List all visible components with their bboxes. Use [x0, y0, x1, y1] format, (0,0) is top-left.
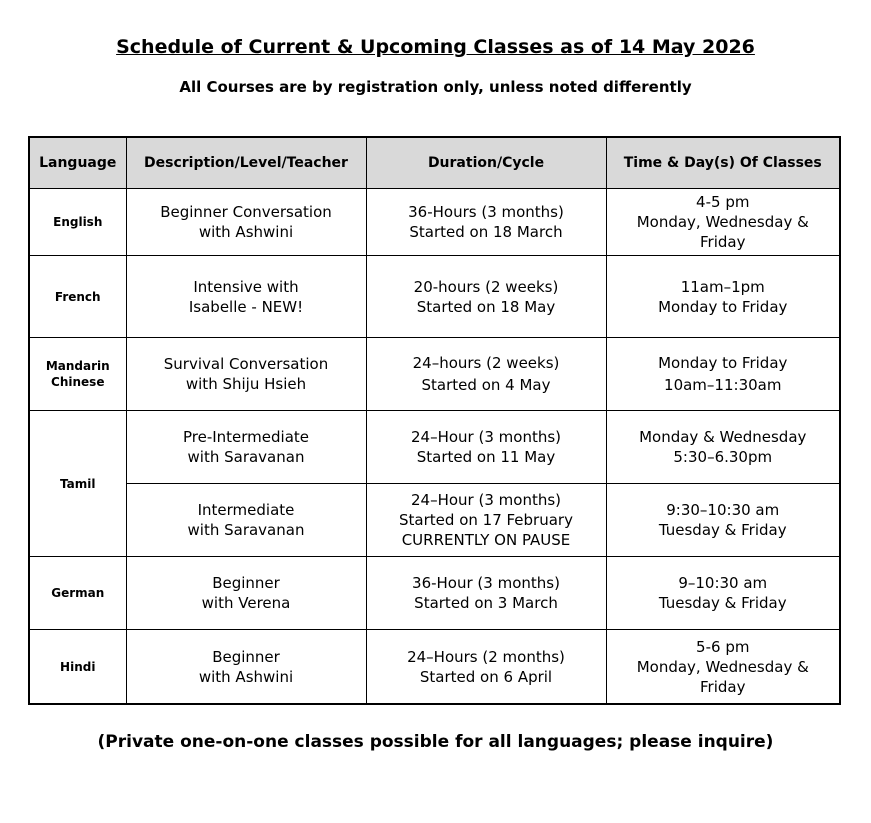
- language-cell: Tamil: [29, 411, 126, 557]
- description-line: Intermediate: [197, 501, 295, 519]
- table-row: [29, 630, 840, 705]
- time-cell: [606, 557, 840, 630]
- time-line: 9:30–10:30 am: [666, 501, 780, 519]
- duration-line: 24–Hour (3 months): [411, 428, 561, 446]
- duration-cell: [366, 411, 606, 484]
- table-row: [29, 484, 840, 557]
- description-line: Pre-Intermediate: [182, 428, 310, 446]
- time-cell: [606, 484, 840, 557]
- column-header-description: Description/Level/Teacher: [126, 137, 366, 189]
- time-line: Monday to Friday: [658, 354, 788, 372]
- duration-line: Started on 3 March: [414, 594, 558, 612]
- description-line: with Saravanan: [187, 521, 305, 539]
- description-line: Intensive with: [193, 277, 299, 296]
- description-line: Survival Conversation: [163, 355, 329, 373]
- language-cell: English: [29, 189, 126, 256]
- time-line: Tuesday & Friday: [658, 521, 787, 539]
- time-line: 5:30–6.30pm: [673, 448, 773, 466]
- column-header-language: Language: [29, 137, 126, 189]
- time-line: Monday, Wednesday &: [636, 213, 809, 231]
- description-cell: [126, 338, 366, 411]
- duration-line: Started on 4 May: [421, 376, 551, 394]
- duration-line: Started on 11 May: [416, 448, 556, 466]
- schedule-table: [28, 136, 841, 705]
- duration-line: 24–Hours (2 months): [407, 647, 565, 666]
- time-line: Monday to Friday: [658, 297, 788, 316]
- page-subtitle: All Courses are by registration only, unless noted differently: [179, 78, 692, 96]
- description-line: with Saravanan: [187, 448, 305, 466]
- time-line: 5-6 pm: [696, 637, 750, 656]
- language-line: Chinese: [51, 375, 105, 389]
- time-line: 10am–11:30am: [664, 376, 782, 394]
- duration-cell: [366, 338, 606, 411]
- duration-line: Started on 6 April: [419, 667, 553, 686]
- column-header-duration: Duration/Cycle: [366, 137, 606, 189]
- time-line: 4-5 pm: [696, 193, 750, 211]
- duration-line: Started on 18 May: [416, 297, 556, 316]
- table-row: [29, 411, 840, 484]
- table-row: [29, 338, 840, 411]
- language-cell: German: [29, 557, 126, 630]
- duration-cell: [366, 256, 606, 338]
- description-cell: [126, 557, 366, 630]
- description-cell: [126, 411, 366, 484]
- footer-note: (Private one-on-one classes possible for all languages; please inquire): [97, 732, 774, 752]
- time-cell: [606, 338, 840, 411]
- language-cell: French: [29, 256, 126, 338]
- description-line: with Ashwini: [198, 223, 294, 241]
- time-cell: [606, 189, 840, 256]
- language-cell: Hindi: [29, 630, 126, 705]
- description-line: Beginner Conversation: [160, 203, 332, 221]
- time-cell: [606, 256, 840, 338]
- page-title: Schedule of Current & Upcoming Classes as of 14 May 2026: [116, 36, 755, 58]
- duration-cell: [366, 557, 606, 630]
- description-line: with Verena: [201, 594, 291, 612]
- duration-line: 36-Hour (3 months): [412, 574, 560, 592]
- duration-line: 24–hours (2 weeks): [412, 354, 560, 372]
- time-line: Monday & Wednesday: [639, 428, 807, 446]
- duration-line: Started on 17 February: [399, 511, 573, 529]
- time-line: Friday: [700, 233, 746, 251]
- description-line: Beginner: [212, 647, 280, 666]
- description-cell: [126, 630, 366, 705]
- duration-cell: [366, 484, 606, 557]
- duration-line: CURRENTLY ON PAUSE: [401, 531, 571, 549]
- time-line: 11am–1pm: [680, 277, 765, 296]
- duration-line: 36-Hours (3 months): [408, 203, 564, 221]
- language-cell: [29, 338, 126, 411]
- duration-line: Started on 18 March: [409, 223, 563, 241]
- table-row: [29, 256, 840, 338]
- description-cell: [126, 256, 366, 338]
- description-line: Isabelle - NEW!: [188, 297, 304, 316]
- column-header-time: Time & Day(s) Of Classes: [606, 137, 840, 189]
- time-line: Friday: [700, 677, 746, 696]
- language-line: Mandarin: [45, 359, 110, 373]
- time-line: 9–10:30 am: [678, 574, 768, 592]
- duration-cell: [366, 630, 606, 705]
- description-line: with Ashwini: [198, 667, 294, 686]
- duration-cell: [366, 189, 606, 256]
- description-line: Beginner: [212, 574, 280, 592]
- description-line: with Shiju Hsieh: [185, 375, 307, 393]
- time-line: Tuesday & Friday: [658, 594, 787, 612]
- description-cell: [126, 189, 366, 256]
- table-header-row: [29, 137, 840, 189]
- table-row: [29, 557, 840, 630]
- duration-line: 24–Hour (3 months): [411, 491, 561, 509]
- description-cell: [126, 484, 366, 557]
- time-cell: [606, 630, 840, 705]
- time-line: Monday, Wednesday &: [636, 657, 809, 676]
- time-cell: [606, 411, 840, 484]
- duration-line: 20-hours (2 weeks): [413, 277, 559, 296]
- table-row: [29, 189, 840, 256]
